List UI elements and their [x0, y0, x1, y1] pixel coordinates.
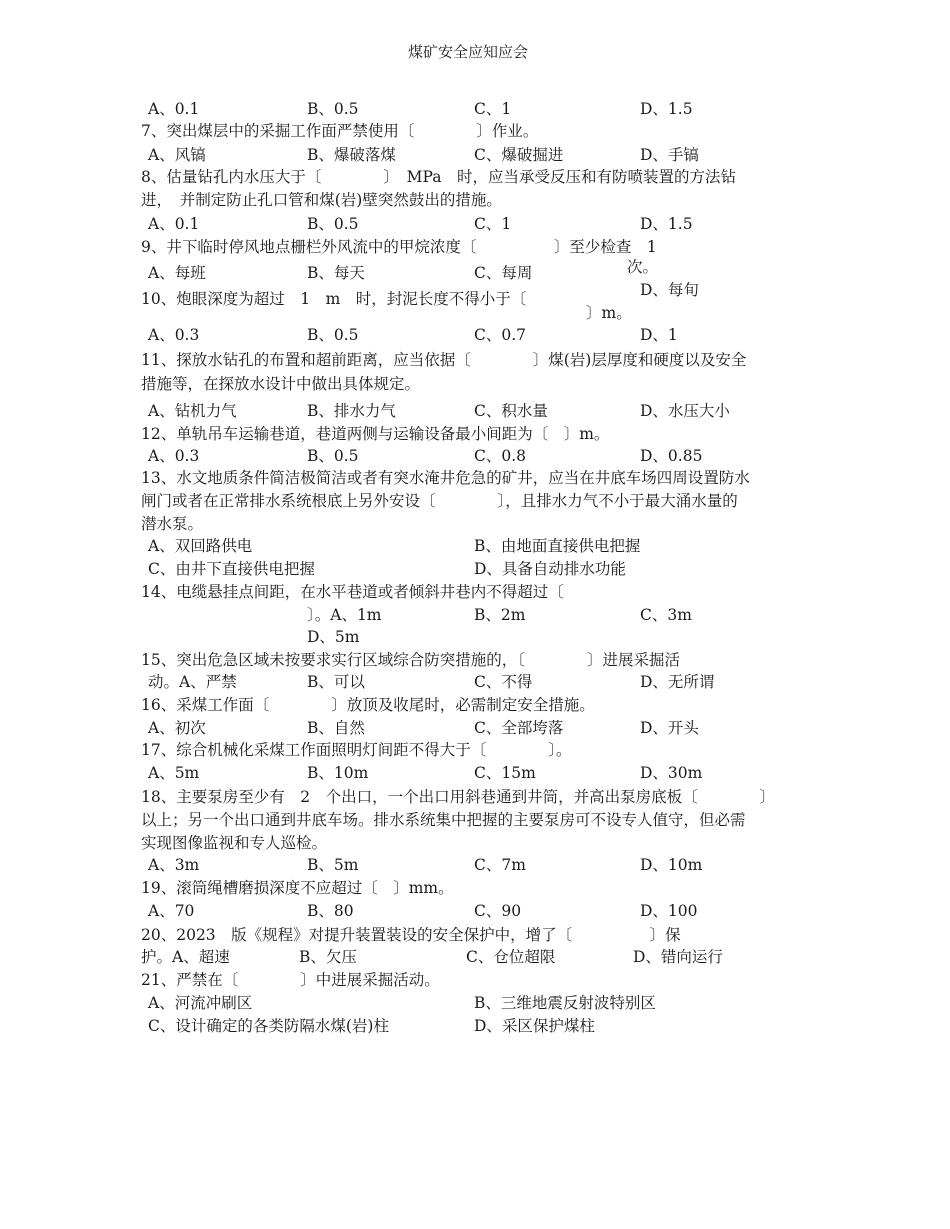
option-c: C、0.7 [474, 326, 527, 344]
option-c: C、1 [474, 100, 512, 118]
question-17: 17、综合机械化采煤工作面照明灯间距不得大于〔 〕。 [141, 741, 572, 759]
option-a: A、0.1 [148, 100, 200, 118]
option-a: A、0.3 [148, 326, 200, 344]
option-a: A、0.1 [148, 215, 200, 233]
option-b: B、每天 [307, 264, 365, 282]
option-c: C、90 [474, 902, 522, 920]
option-d: D、错向运行 [633, 948, 723, 966]
option-c: C、爆破掘进 [474, 146, 564, 164]
question-13-cont: 闸门或者在正常排水系统根底上另外安设〔 〕，且排水力气不小于最大涌水量的 [141, 492, 738, 510]
option-a: A、河流冲刷区 [148, 994, 253, 1012]
option-d: D、手镐 [640, 146, 699, 164]
option-a: A、双回路供电 [148, 537, 253, 555]
option-d: D、具备自动排水功能 [474, 560, 626, 578]
option-b: B、5m [307, 856, 359, 874]
option-a: A、3m [148, 856, 200, 874]
option-b: B、80 [307, 902, 354, 920]
option-b: B、0.5 [307, 447, 359, 465]
option-a: 护。A、超速 [141, 948, 230, 966]
question-7: 7、突出煤层中的采掘工作面严禁使用〔 〕作业。 [141, 122, 539, 140]
option-b: B、0.5 [307, 326, 359, 344]
question-16: 16、采煤工作面〔 〕放顶及收尾时，必需制定安全措施。 [141, 696, 595, 714]
option-c: C、0.8 [474, 447, 527, 465]
option-d: D、开头 [640, 719, 699, 737]
question-18-cont: 以上；另一个出口通到井底车场。排水系统集中把握的主要泵房可不设专人值守，但必需 [141, 811, 746, 829]
page-title: 煤矿安全应知应会 [408, 43, 529, 61]
option-b: B、0.5 [307, 215, 359, 233]
option-c: C、15m [474, 764, 536, 782]
option-c: C、全部垮落 [474, 719, 564, 737]
question-13: 13、水文地质条件简洁极简洁或者有突水淹井危急的矿井，应当在井底车场四周设置防水 [141, 469, 750, 487]
question-21: 21、严禁在〔 〕中进展采掘活动。 [141, 971, 440, 989]
option-a: A、初次 [148, 719, 206, 737]
option-c: C、每周 [474, 264, 533, 282]
question-9: 9、井下临时停风地点栅栏外风流中的甲烷浓度〔 〕至少检查 1 [141, 238, 657, 256]
question-12: 12、单轨吊车运输巷道，巷道两侧与运输设备最小间距为〔 〕m。 [141, 425, 610, 443]
option-a: 动。A、严禁 [148, 673, 237, 691]
question-15: 15、突出危急区域未按要求实行区域综合防突措施的，〔 〕进展采掘活 [141, 651, 680, 669]
option-c: C、仓位超限 [466, 948, 556, 966]
option-d: D、30m [640, 764, 703, 782]
option-b: B、爆破落煤 [307, 146, 396, 164]
question-8-cont: 进， 并制定防止孔口管和煤(岩)壁突然鼓出的措施。 [141, 191, 502, 209]
option-d: D、100 [640, 902, 698, 920]
option-d: D、采区保护煤柱 [474, 1017, 595, 1035]
option-b: B、可以 [307, 673, 365, 691]
question-10-cont: 〕m。 [586, 304, 632, 322]
option-d: D、1 [640, 326, 678, 344]
question-18: 18、主要泵房至少有 2 个出口，一个出口用斜巷通到井筒，并高出泵房底板〔 〕 [141, 788, 776, 806]
option-a: A、0.3 [148, 447, 200, 465]
question-11: 11、探放水钻孔的布置和超前距离，应当依据〔 〕煤(岩)层厚度和硬度以及安全 [141, 351, 747, 369]
option-c: C、不得 [474, 673, 533, 691]
option-d: D、1.5 [640, 100, 693, 118]
question-8: 8、估量钻孔内水压大于〔 〕 MPa 时，应当承受反压和有防喷装置的方法钻 [141, 168, 736, 186]
option-b: B、0.5 [307, 100, 359, 118]
option-c: C、设计确定的各类防隔水煤(岩)柱 [148, 1017, 389, 1035]
option-a: A、每班 [148, 264, 206, 282]
option-b: B、自然 [307, 719, 365, 737]
option-b: B、排水力气 [307, 402, 396, 420]
option-b: B、由地面直接供电把握 [474, 537, 641, 555]
option-b: B、10m [307, 764, 369, 782]
question-11-cont: 措施等，在探放水设计中做出具体规定。 [141, 375, 421, 393]
option-a: A、5m [148, 764, 200, 782]
question-20: 20、2023 版《规程》对提升装置装设的安全保护中，增了〔 〕保 [141, 926, 681, 944]
option-c: C、积水量 [474, 402, 548, 420]
option-c: C、3m [640, 606, 692, 624]
option-d: D、5m [307, 628, 360, 646]
question-18-cont: 实现图像监视和专人巡检。 [141, 834, 328, 852]
question-14: 14、电缆悬挂点间距，在水平巷道或者倾斜井巷内不得超过〔 [141, 583, 564, 601]
option-a: 〕。A、1m [307, 606, 382, 624]
question-10: 10、炮眼深度为超过 1 m 时，封泥长度不得小于〔 [141, 290, 527, 308]
option-d: D、10m [640, 856, 703, 874]
option-c: C、由井下直接供电把握 [148, 560, 315, 578]
option-d: D、1.5 [640, 215, 693, 233]
option-b: B、三维地震反射波特别区 [474, 994, 656, 1012]
option-a: A、70 [148, 902, 195, 920]
option-a: A、风镐 [148, 146, 206, 164]
option-b: B、2m [474, 606, 526, 624]
option-d: D、0.85 [640, 447, 703, 465]
option-c: C、7m [474, 856, 526, 874]
question-13-cont: 潜水泵。 [141, 515, 204, 533]
option-a: A、钻机力气 [148, 402, 237, 420]
option-d: D、无所谓 [640, 673, 715, 691]
option-d: D、每旬 [640, 281, 699, 299]
option-d: D、水压大小 [640, 402, 730, 420]
question-9-cont: 次。 [627, 258, 659, 276]
option-c: C、1 [474, 215, 512, 233]
option-b: B、欠压 [299, 948, 357, 966]
question-19: 19、滚筒绳槽磨损深度不应超过〔 〕mm。 [141, 879, 454, 897]
